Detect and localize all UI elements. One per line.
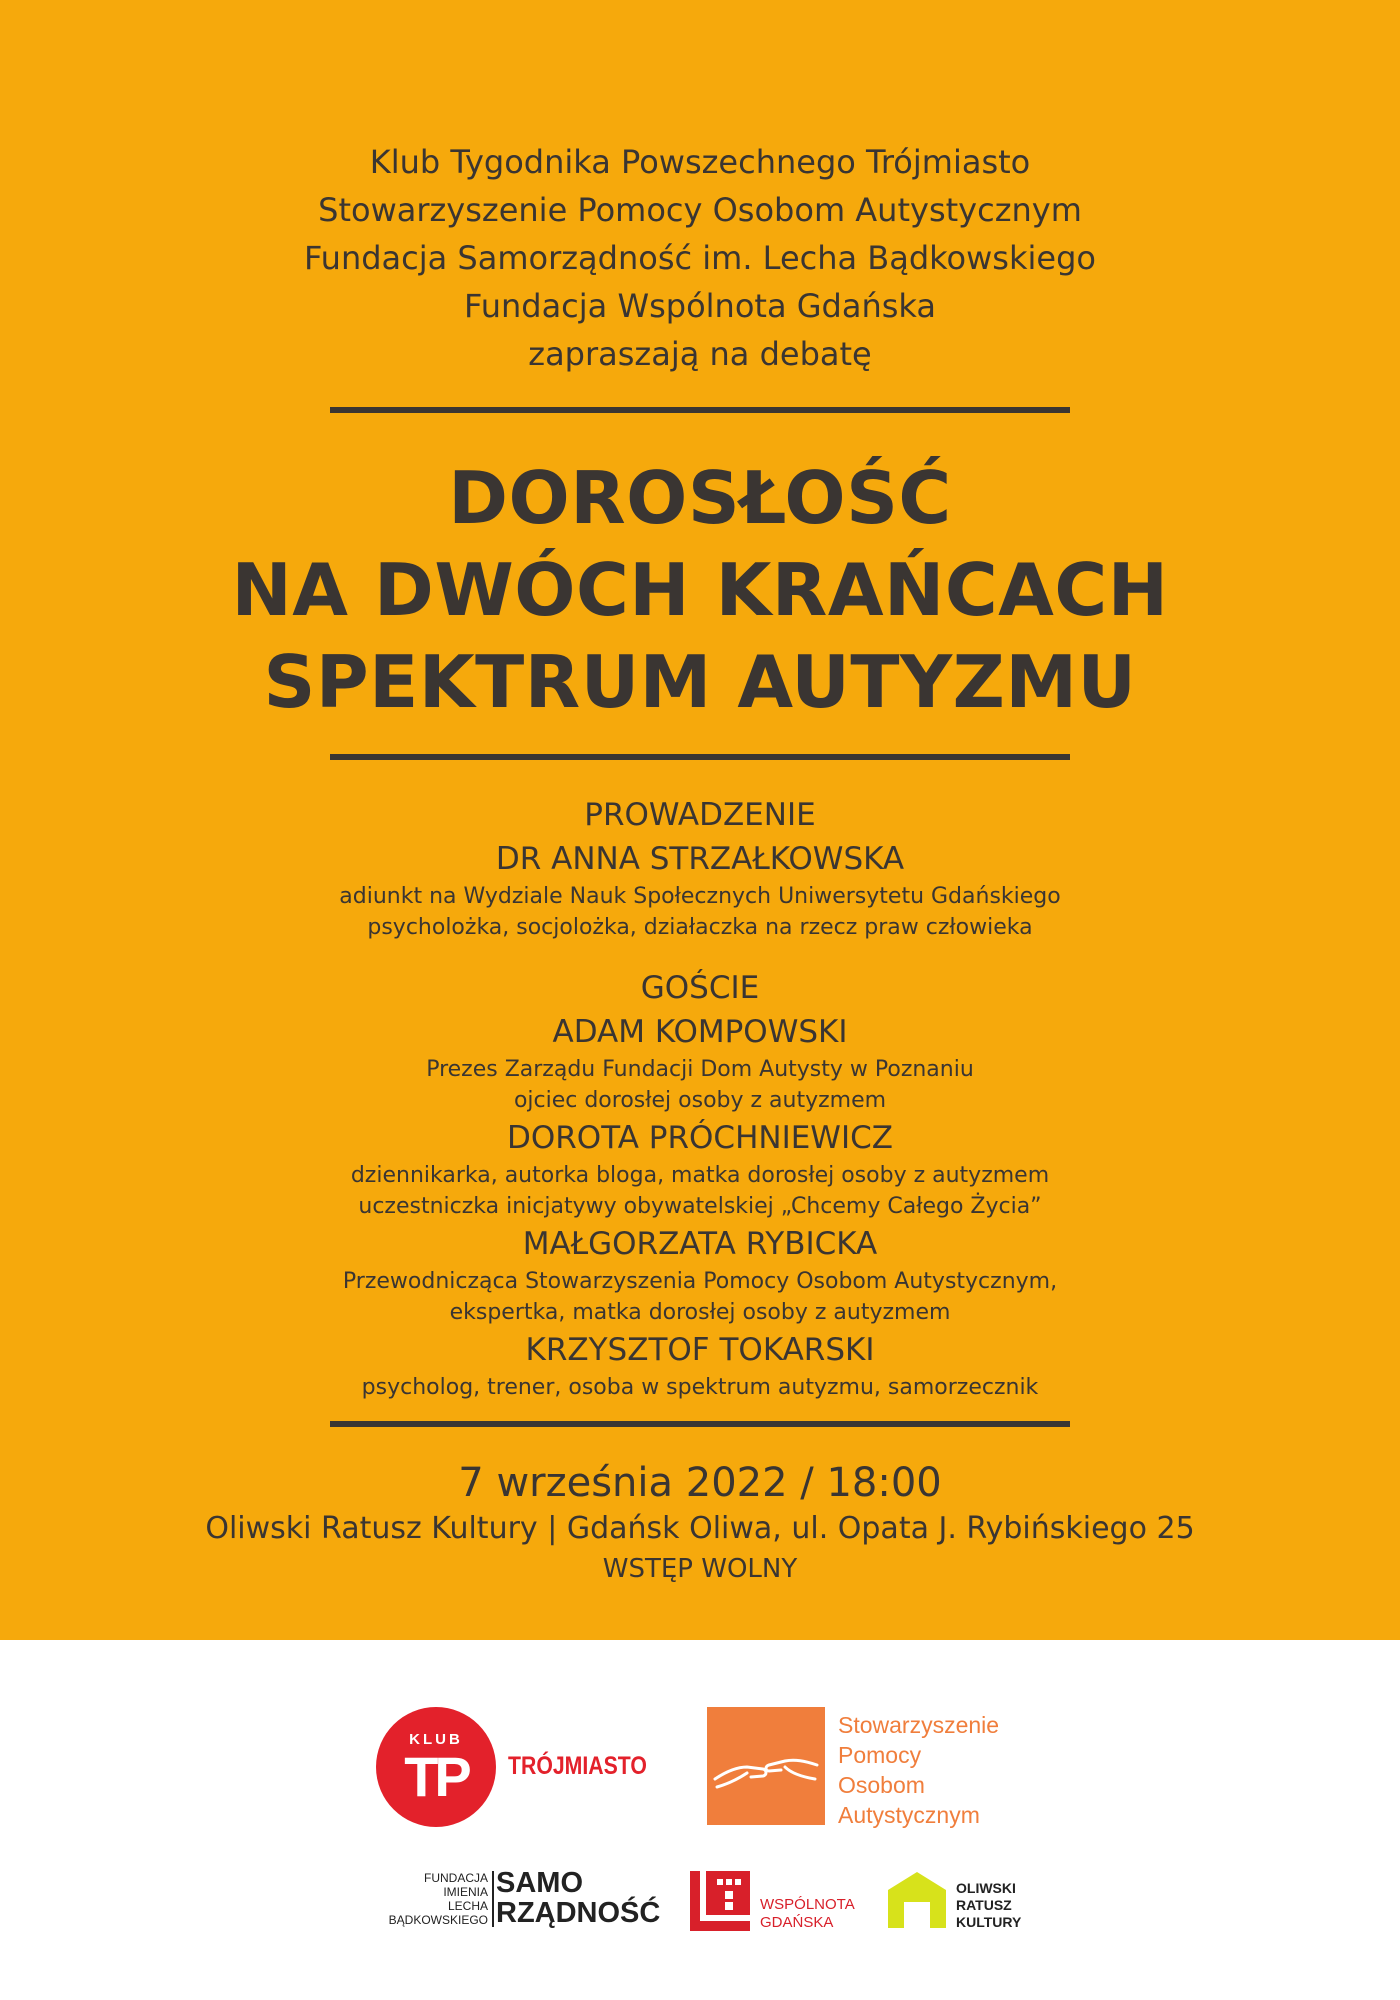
invitation-line: zapraszają na debatę [528, 335, 872, 373]
organizer-line: Fundacja Wspólnota Gdańska [464, 287, 936, 325]
samorzadnosc-logo-word: SAMO [496, 1867, 583, 1899]
ork-logo-line: OLIWSKI [956, 1880, 1016, 1896]
guest-desc: uczestniczka inicjatywy obywatelskiej „Chcemy Całego Życia” [358, 1194, 1042, 1219]
event-venue: Oliwski Ratusz Kultury | Gdańsk Oliwa, ul. Opata J. Rybińskiego 25 [205, 1511, 1195, 1546]
event-title [0, 452, 1400, 728]
spoa-logo-hands-icon [707, 1707, 825, 1825]
spoa-logo-line: Osobom [838, 1772, 925, 1798]
event-date: 7 września 2022 / 18:00 [458, 1460, 942, 1506]
klub-tp-logo-klub: KLUB [409, 1731, 463, 1748]
title-line: DOROSŁOŚĆ [448, 456, 952, 540]
guest-name: ADAM KOMPOWSKI [552, 1014, 848, 1050]
guests-heading: GOŚCIE [640, 970, 760, 1006]
guest-name: MAŁGORZATA RYBICKA [522, 1226, 878, 1262]
spoa-logo-line: Pomocy [838, 1742, 922, 1768]
samorzadnosc-logo-word: RZĄDNOŚĆ [496, 1897, 661, 1929]
organizers [0, 138, 1400, 378]
program [0, 793, 1400, 1403]
wspolnota-gdanska-logo-icon [690, 1871, 750, 1931]
oliwski-ratusz-logo-icon [888, 1872, 946, 1928]
guest-desc: psycholog, trener, osoba w spektrum autyzmu, samorzecznik [361, 1375, 1039, 1400]
samorzadnosc-logo-line: BĄDKOWSKIEGO [388, 1913, 488, 1927]
title-line: SPEKTRUM AUTYZMU [263, 640, 1137, 724]
guest-name: KRZYSZTOF TOKARSKI [525, 1332, 875, 1368]
samorzadnosc-logo-line: LECHA [447, 1899, 488, 1913]
moderator-desc: psycholożka, socjolożka, działaczka na rzecz praw człowieka [367, 915, 1033, 940]
spoa-logo-line: Stowarzyszenie [838, 1712, 1000, 1738]
klub-tp-logo [376, 1707, 496, 1827]
klub-tp-logo-city: TRÓJMIASTO [508, 1752, 647, 1780]
entry-note: WSTĘP WOLNY [602, 1554, 798, 1584]
guest-desc: ekspertka, matka dorosłej osoby z autyzmem [449, 1300, 951, 1325]
wspolnota-gdanska-logo-text [760, 1896, 855, 1932]
moderator-name: DR ANNA STRZAŁKOWSKA [495, 841, 905, 877]
divider [330, 1421, 1070, 1427]
klub-tp-logo-mark: TP [404, 1745, 468, 1808]
samorzadnosc-logo-line: FUNDACJA [423, 1871, 488, 1885]
ork-logo-line: KULTURY [956, 1914, 1022, 1930]
organizer-line: Fundacja Samorządność im. Lecha Bądkowskiego [304, 239, 1096, 277]
organizer-line: Stowarzyszenie Pomocy Osobom Autystycznym [318, 191, 1082, 229]
guest-desc: ojciec dorosłej osoby z autyzmem [513, 1088, 887, 1113]
moderator-desc: adiunkt na Wydziale Nauk Społecznych Uniwersytetu Gdańskiego [339, 884, 1061, 909]
organizer-line: Klub Tygodnika Powszechnego Trójmiasto [369, 143, 1031, 181]
title-line: NA DWÓCH KRAŃCACH [231, 548, 1169, 632]
samorzadnosc-logo-line: IMIENIA [443, 1885, 488, 1899]
wspolnota-logo-line: GDAŃSKA [760, 1914, 834, 1931]
oliwski-ratusz-logo-text [956, 1880, 1021, 1931]
spoa-logo-text [838, 1710, 999, 1830]
divider [330, 407, 1070, 413]
guest-name: DOROTA PRÓCHNIEWICZ [507, 1120, 893, 1156]
samorzadnosc-logo-big [496, 1868, 660, 1928]
guest-desc: Przewodnicząca Stowarzyszenia Pomocy Osobom Autystycznym, [342, 1269, 1058, 1294]
divider [330, 754, 1070, 760]
guest-desc: Prezes Zarządu Fundacji Dom Autysty w Poznaniu [426, 1057, 974, 1082]
samorzadnosc-logo-small [360, 1871, 494, 1927]
spoa-logo-line: Autystycznym [838, 1802, 980, 1828]
moderation-heading: PROWADZENIE [584, 797, 816, 833]
wspolnota-logo-line: WSPÓLNOTA [760, 1896, 855, 1913]
guest-desc: dziennikarka, autorka bloga, matka dorosłej osoby z autyzmem [350, 1163, 1050, 1188]
ork-logo-line: RATUSZ [956, 1897, 1012, 1913]
